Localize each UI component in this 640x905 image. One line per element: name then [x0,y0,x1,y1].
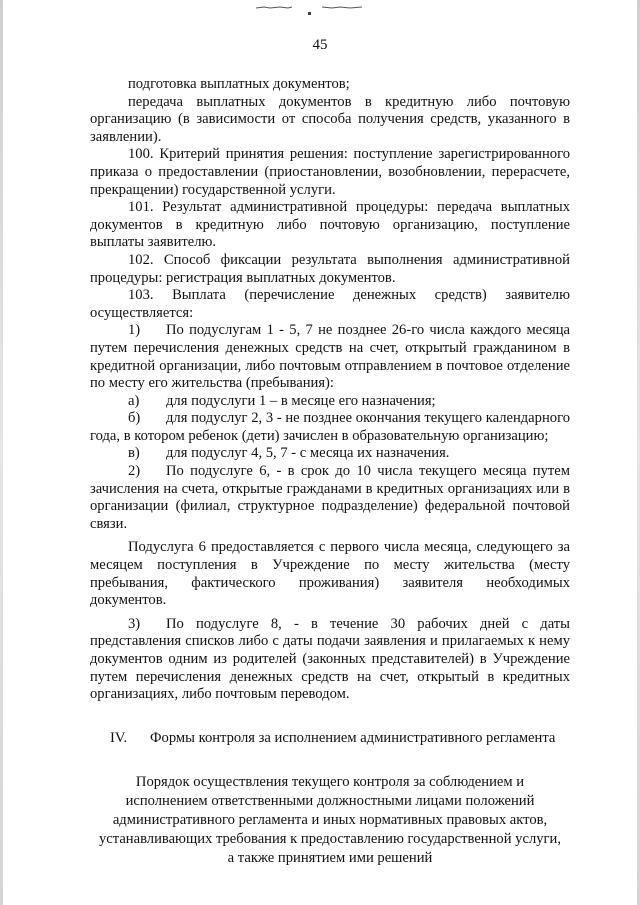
sub-item-text: для подуслуг 2, 3 - не позднее окончания текущего календарного года, в котором ребенок (дети) зачислен в образовательную организацию; [90,410,570,444]
section-title: Формы контроля за исполнением административного регламента [150,729,556,746]
sub-item-v [90,445,570,463]
list-item-3 [90,616,570,704]
sub-item-text: для подуслуги 1 – в месяце его назначения; [166,392,436,409]
paragraph-100-criterion: 100. Критерий принятия решения: поступление зарегистрированного приказа о предоставлении (приостановлении, возобновлении, перерасчете, прекращении) государственной услуги. [90,146,570,198]
page-number: 45 [312,37,328,53]
list-item-text: По подуслугам 1 - 5, 7 не позднее 26-го числа каждого месяца путем перечисления денежных средств на счет, открытый гражданином в кредитной организации, либо почтовым отправлением в почтовое отделение по месту его жительства (пребывания): [90,322,570,392]
sub-item-a [90,393,570,411]
subheading-line: а также принятием ими решений [227,850,433,867]
subheading-line: устанавливающих требования к предоставлению государственной услуги, [99,831,561,848]
scan-edge-left [0,0,3,905]
section-number: IV. [110,729,128,746]
sub-item-marker: а) [128,392,140,409]
list-marker: 2) [128,463,141,480]
scan-header-marks [252,2,382,16]
subsection-heading [90,773,570,868]
document-body [90,76,570,868]
sub-item-marker: б) [128,410,141,427]
paragraph-transfer-docs: передача выплатных документов в кредитную либо почтовую организацию (в зависимости от способа получения средств, указанного в заявлении). [90,93,570,145]
subheading-line: исполнением ответственными должностными лицами положений [125,793,535,810]
section-heading [90,730,570,748]
list-marker: 3) [128,615,141,632]
subheading-line: Порядок осуществления текущего контроля за соблюдением и [135,774,525,791]
list-item-2 [90,463,570,533]
sub-item-marker: в) [128,445,140,462]
list-marker: 1) [128,322,141,339]
paragraph-101-result: 101. Результат административной процедуры: передача выплатных документов в кредитную либо почтовую организацию, поступление выплаты заявителю. [90,199,570,251]
sub-item-text: для подуслуг 4, 5, 7 - с месяца их назначения. [166,445,450,462]
paragraph-prep-payment-docs: подготовка выплатных документов; [128,76,350,92]
sub-item-b [90,410,570,445]
paragraph-102-fixation: 102. Способ фиксации результата выполнения административной процедуры: регистрация выплатных документов. [90,251,570,286]
list-item-text: По подуслуге 8, - в течение 30 рабочих дней с даты представления списков либо с даты подачи заявления и прилагаемых к нему документов одним из родителей (законных представителей) в Учреждение путем перечисления денежных средств на счет, открытый в кредитных организациях, либо почтовым переводом. [90,615,570,703]
paragraph-subservice-6: Подуслуга 6 предоставляется с первого числа месяца, следующего за месяцем поступления в Учреждение по месту жительства (месту пребывания, фактического проживания) заявителя необходимых документов. [90,539,570,609]
list-item-text: По подуслуге 6, - в срок до 10 числа текущего месяца путем зачисления на счета, открытые гражданами в кредитных организациях или в организации (филиал, структурное подразделение) федеральной почтовой связи. [90,463,570,532]
paragraph-103-payment: 103. Выплата (перечисление денежных средств) заявителю осуществляется: [90,287,570,321]
subheading-line: административного регламента и иных нормативных правовых актов, [112,812,548,829]
list-item-1 [90,322,570,392]
